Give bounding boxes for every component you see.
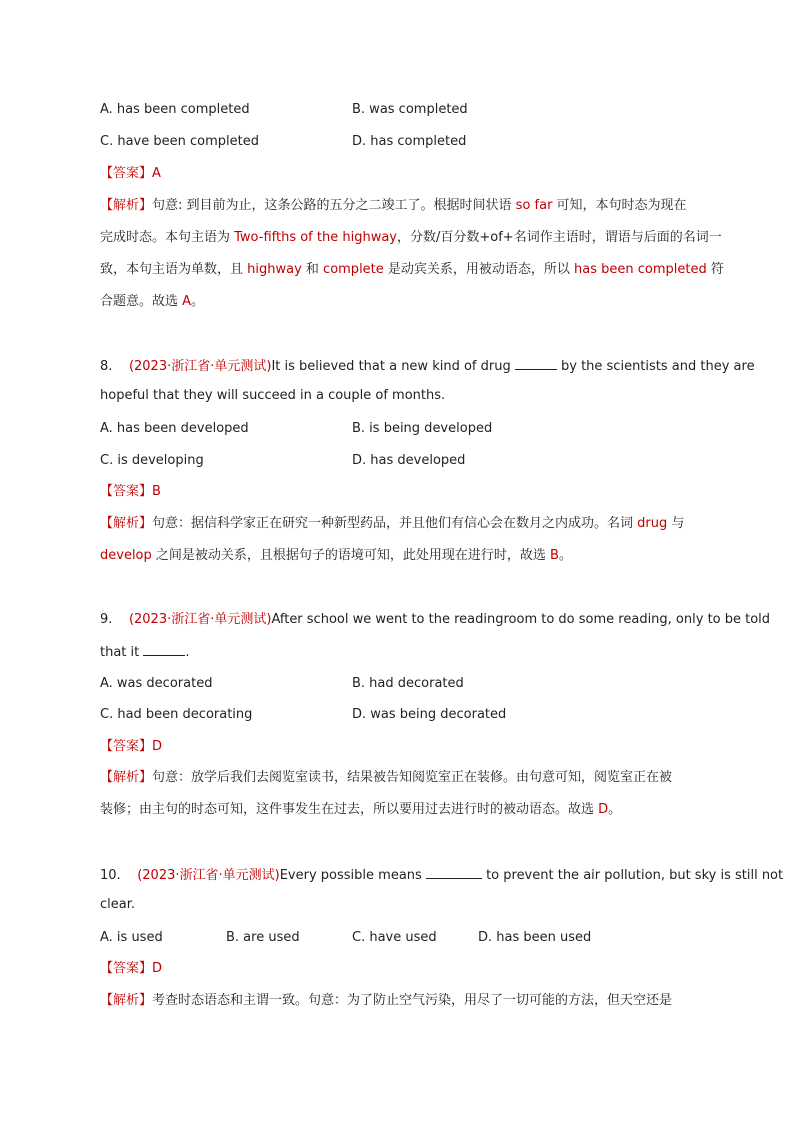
question-stem: hopeful that they will succeed in a couple of months. <box>100 388 446 403</box>
answer-label: 【答案】 <box>100 739 153 754</box>
keyword: D <box>598 802 609 817</box>
answer-value: A <box>152 166 161 181</box>
q9-stem-line-1 <box>100 610 771 630</box>
analysis-label: 【解析】 <box>100 198 153 213</box>
q10-stem-line-1 <box>100 864 784 886</box>
q9-analysis-line-1 <box>100 768 722 788</box>
q9-option-c: C. had been decorating <box>100 707 253 722</box>
analysis-text: 合题意。故选 <box>100 294 183 309</box>
keyword: A <box>182 294 192 309</box>
analysis-text: 与 <box>667 516 685 531</box>
answer-blank <box>515 355 557 370</box>
keyword: B <box>550 548 559 563</box>
q9-analysis-line-2 <box>100 800 722 820</box>
q10-stem-line-2 <box>100 895 722 915</box>
q10-option-d: D. has been used <box>478 930 592 945</box>
q8-analysis-line-2 <box>100 546 722 566</box>
q10-answer <box>100 959 722 979</box>
keyword: Two-fifths of the highway <box>234 230 397 245</box>
question-stem: clear. <box>100 897 136 912</box>
q8-stem-line-2 <box>100 386 722 406</box>
keyword: highway <box>247 262 302 277</box>
q8-analysis-line-1 <box>100 514 722 534</box>
q7-analysis-line-4 <box>100 292 722 312</box>
analysis-text: 完成时态。本句主语为 <box>100 230 235 245</box>
question-stem: After school we went to the readingroom to do some reading, only to be told <box>271 612 771 627</box>
answer-label: 【答案】 <box>100 961 153 976</box>
q7-analysis-line-1 <box>100 196 722 216</box>
analysis-text: 。 <box>608 802 622 817</box>
q10-option-b: B. are used <box>226 930 300 945</box>
q10-option-c: C. have used <box>352 930 437 945</box>
q7-option-c: C. have been completed <box>100 134 259 149</box>
q7-option-a: A. has been completed <box>100 102 250 117</box>
analysis-label: 【解析】 <box>100 516 153 531</box>
answer-value: B <box>152 484 161 499</box>
answer-label: 【答案】 <box>100 166 153 181</box>
analysis-text: 符 <box>706 262 724 277</box>
q8-option-c: C. is developing <box>100 453 204 468</box>
answer-value: D <box>152 739 163 754</box>
q8-answer <box>100 482 722 502</box>
analysis-text: 句意: 到目前为止，这条公路的五分之二竣工了。根据时间状语 <box>152 198 516 213</box>
q10-option-a: A. is used <box>100 930 163 945</box>
question-stem: It is believed that a new kind of drug <box>271 359 511 374</box>
q8-stem-line-1 <box>100 355 755 377</box>
keyword: has been completed <box>574 262 707 277</box>
q9-option-b: B. had decorated <box>352 676 464 691</box>
question-source: (2023·浙江省·单元测试) <box>128 612 272 627</box>
question-source: (2023·浙江省·单元测试) <box>128 359 272 374</box>
analysis-text: 致，本句主语为单数，且 <box>100 262 248 277</box>
keyword: so far <box>515 198 553 213</box>
analysis-text: 是动宾关系，用被动语态，所以 <box>383 262 575 277</box>
analysis-text: ，分数/百分数+of+名词作主语时，谓语与后面的名词一 <box>397 230 722 245</box>
answer-blank <box>143 641 185 656</box>
analysis-text: 考查时态语态和主谓一致。句意：为了防止空气污染，用尽了一切可能的方法，但天空还是 <box>152 993 673 1008</box>
question-stem: to prevent the air pollution, but sky is still not <box>481 868 784 883</box>
q10-analysis-line-1 <box>100 991 722 1011</box>
q9-option-d: D. was being decorated <box>352 707 507 722</box>
q8-option-d: D. has developed <box>352 453 466 468</box>
question-stem: Every possible means <box>279 868 422 883</box>
question-number: 10. <box>100 868 121 883</box>
analysis-text: 之间是被动关系，且根据句子的语境可知，此处用现在进行时，故选 <box>151 548 551 563</box>
q7-analysis-line-2 <box>100 228 722 248</box>
q7-answer <box>100 164 722 184</box>
keyword: drug <box>637 516 668 531</box>
q8-option-b: B. is being developed <box>352 421 493 436</box>
analysis-text: 。 <box>191 294 205 309</box>
keyword: complete <box>323 262 384 277</box>
q7-analysis-line-3 <box>100 260 722 280</box>
question-source: (2023·浙江省·单元测试) <box>137 868 280 883</box>
answer-blank <box>426 864 482 879</box>
question-stem: by the scientists and they are <box>556 359 755 374</box>
answer-label: 【答案】 <box>100 484 153 499</box>
question-number: 8. <box>100 359 113 374</box>
q7-option-b: B. was completed <box>352 102 468 117</box>
question-number: 9. <box>100 612 113 627</box>
question-stem: . <box>185 645 190 660</box>
analysis-text: 和 <box>301 262 324 277</box>
analysis-text: 可知，本句时态为现在 <box>552 198 687 213</box>
analysis-text: 句意：据信科学家正在研究一种新型药品，并且他们有信心会在数月之内成功。名词 <box>152 516 638 531</box>
analysis-text: 句意：放学后我们去阅览室读书，结果被告知阅览室正在装修。由句意可知，阅览室正在被 <box>152 770 673 785</box>
q9-stem-line-2 <box>100 641 722 663</box>
keyword: develop <box>100 548 152 563</box>
q9-option-a: A. was decorated <box>100 676 213 691</box>
analysis-text: 。 <box>558 548 572 563</box>
q9-answer <box>100 737 722 757</box>
q8-option-a: A. has been developed <box>100 421 249 436</box>
analysis-label: 【解析】 <box>100 993 153 1008</box>
analysis-text: 装修；由主句的时态可知，这件事发生在过去，所以要用过去进行时的被动语态。故选 <box>100 802 599 817</box>
analysis-label: 【解析】 <box>100 770 153 785</box>
q7-option-d: D. has completed <box>352 134 467 149</box>
question-stem: that it <box>100 645 140 660</box>
answer-value: D <box>152 961 163 976</box>
